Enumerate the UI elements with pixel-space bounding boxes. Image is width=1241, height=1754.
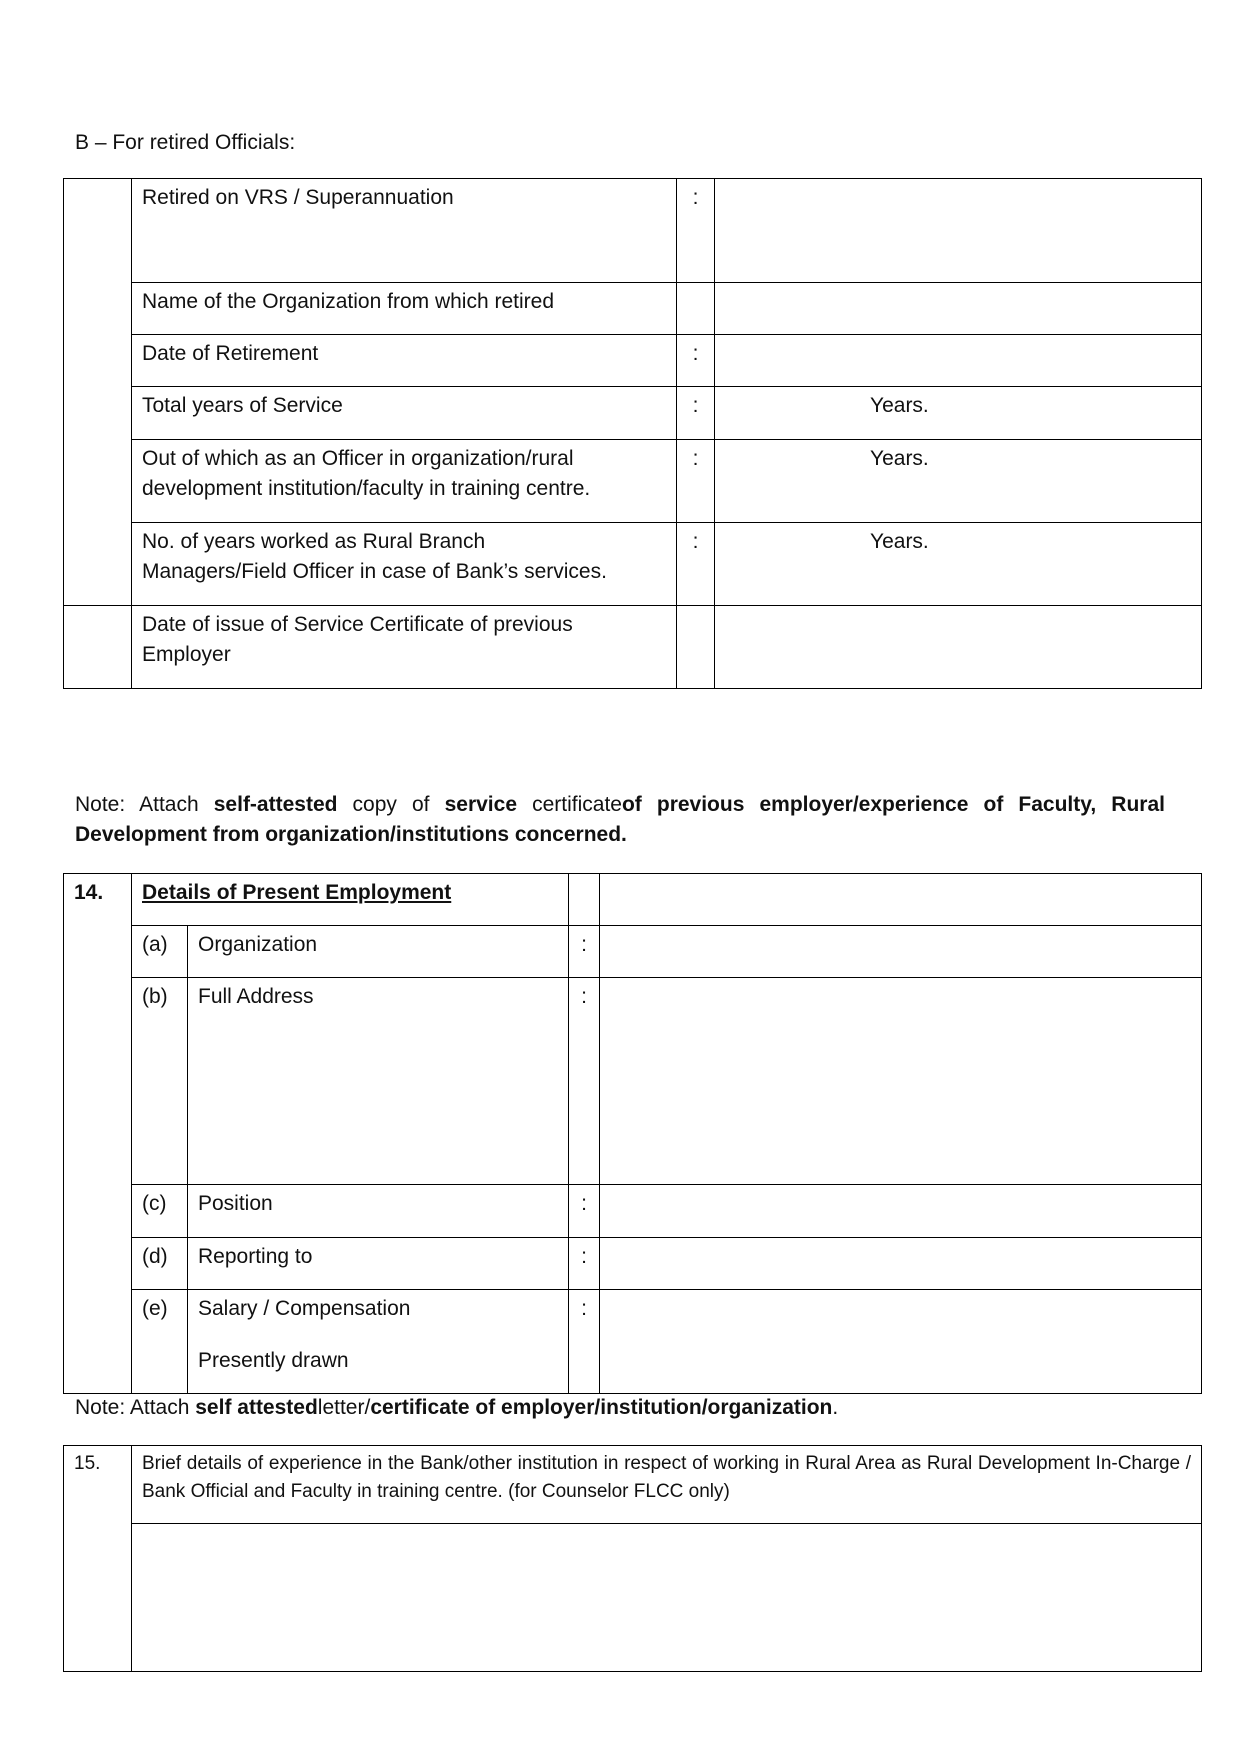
note-bold: of previous employer/experience of Faculty, Rural Development from organization/institutions concerned. <box>75 793 1165 846</box>
item-letter: (d) <box>132 1238 188 1290</box>
note-service-certificate <box>75 790 1165 850</box>
label-retired-on: Retired on VRS / Superannuation <box>132 179 677 283</box>
colon: : <box>569 1290 600 1394</box>
value-position[interactable] <box>600 1185 1202 1238</box>
section-number-15: 15. <box>64 1446 132 1672</box>
note-bold: self attested <box>195 1396 318 1419</box>
label-full-address: Full Address <box>188 978 569 1185</box>
item-letter: (b) <box>132 978 188 1185</box>
label-line: Presently drawn <box>198 1349 349 1372</box>
item-letter: (c) <box>132 1185 188 1238</box>
colon: : <box>569 1185 600 1238</box>
note-bold: certificate of employer/institution/organization <box>370 1396 833 1419</box>
colon: : <box>677 440 715 523</box>
retired-officials-table <box>63 178 1202 689</box>
colon: : <box>677 387 715 440</box>
label-salary <box>188 1290 569 1394</box>
value-rural-branch-years[interactable]: Years. <box>715 523 1202 606</box>
colon: : <box>569 926 600 978</box>
value-salary[interactable] <box>600 1290 1202 1394</box>
note-text: . <box>832 1396 839 1419</box>
value-retired-on[interactable] <box>715 179 1202 283</box>
experience-answer-field[interactable] <box>132 1524 1202 1672</box>
label-organization: Organization <box>188 926 569 978</box>
value-total-years-service[interactable]: Years. <box>715 387 1202 440</box>
section-title-14 <box>132 874 569 926</box>
label-organization-retired: Name of the Organization from which retired <box>132 283 677 335</box>
label-line: Employer <box>142 643 231 666</box>
label-service-certificate-date <box>132 606 677 689</box>
section-15-description: Brief details of experience in the Bank/other institution in respect of working in Rural Area as Rural Development In-Charge / Bank Official and Faculty in training centre. (for Counselor FLCC only) <box>132 1446 1202 1524</box>
value-blank <box>600 874 1202 926</box>
label-position: Position <box>188 1185 569 1238</box>
value-date-of-retirement[interactable] <box>715 335 1202 387</box>
label-line: Managers/Field Officer in case of Bank’s services. <box>142 560 607 583</box>
colon: : <box>569 1238 600 1290</box>
label-officer-years <box>132 440 677 523</box>
label-rural-branch-years <box>132 523 677 606</box>
label-line: Out of which as an Officer in organization/rural <box>142 447 574 470</box>
section-b-heading: B – For retired Officials: <box>75 131 296 154</box>
note-text: copy of <box>337 793 445 816</box>
label-date-of-retirement: Date of Retirement <box>132 335 677 387</box>
rural-experience-table <box>63 1445 1202 1672</box>
colon <box>677 606 715 689</box>
label-line: Salary / Compensation <box>198 1297 411 1320</box>
value-reporting-to[interactable] <box>600 1238 1202 1290</box>
present-employment-table <box>63 873 1202 1394</box>
note-text: Note: Attach <box>75 1396 196 1419</box>
note-text: certificate <box>517 793 622 816</box>
label-reporting-to: Reporting to <box>188 1238 569 1290</box>
note-bold: service <box>444 793 517 816</box>
section-title-text: Details of Present Employment <box>142 881 452 904</box>
row-number-cell <box>64 179 132 606</box>
label-line: Date of issue of Service Certificate of previous <box>142 613 573 636</box>
colon <box>677 283 715 335</box>
note-text: Note: Attach <box>75 793 214 816</box>
note-employer-certificate <box>75 1393 838 1423</box>
colon: : <box>677 179 715 283</box>
value-organization-retired[interactable] <box>715 283 1202 335</box>
label-total-years-service: Total years of Service <box>132 387 677 440</box>
item-letter: (e) <box>132 1290 188 1394</box>
value-full-address[interactable] <box>600 978 1202 1185</box>
label-line: development institution/faculty in training centre. <box>142 477 591 500</box>
note-bold: self-attested <box>213 793 338 816</box>
colon <box>569 874 600 926</box>
colon: : <box>677 335 715 387</box>
value-officer-years[interactable]: Years. <box>715 440 1202 523</box>
label-line: No. of years worked as Rural Branch <box>142 530 486 553</box>
value-service-certificate-date[interactable] <box>715 606 1202 689</box>
item-letter: (a) <box>132 926 188 978</box>
colon: : <box>677 523 715 606</box>
note-text: letter/ <box>317 1396 371 1419</box>
row-number-cell <box>64 606 132 689</box>
value-organization[interactable] <box>600 926 1202 978</box>
section-number-14: 14. <box>64 874 132 1394</box>
colon: : <box>569 978 600 1185</box>
